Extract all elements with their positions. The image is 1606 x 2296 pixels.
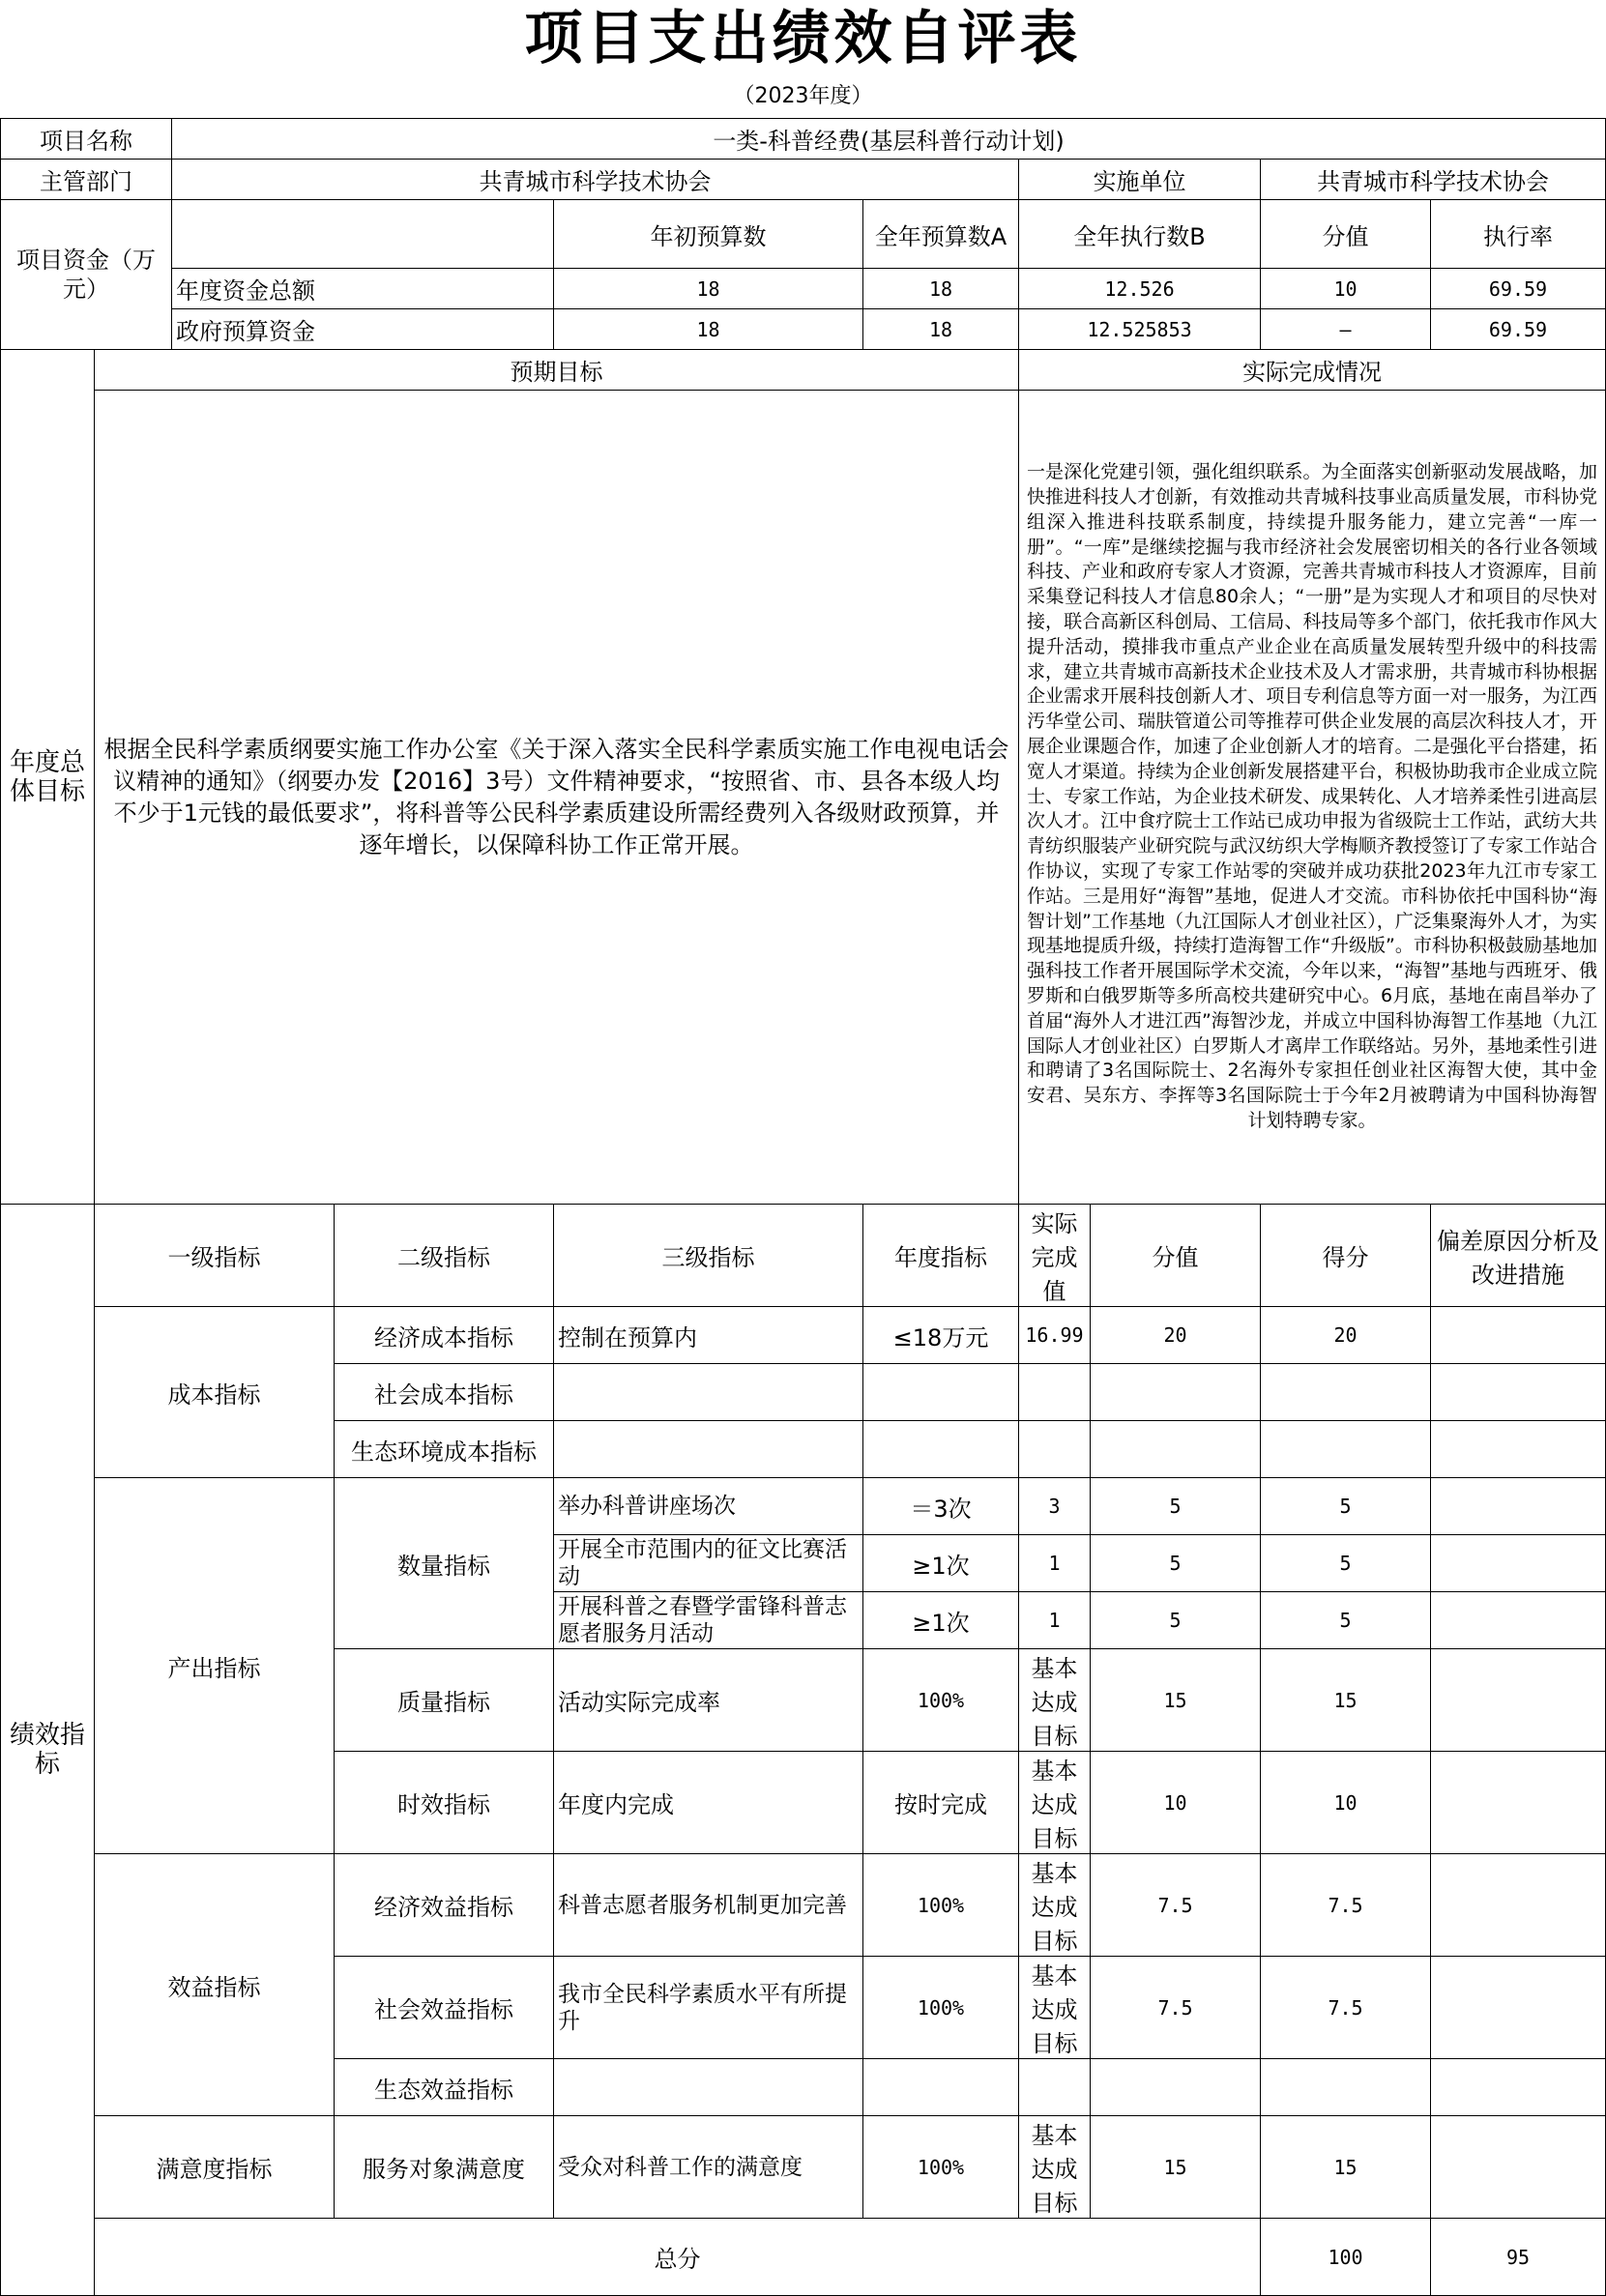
funds-header-rate: 执行率: [1431, 200, 1606, 269]
quantity-score: 5: [1261, 1535, 1431, 1592]
benefit-actual: 基本达成目标: [1019, 1957, 1091, 2059]
perf-header-l1: 一级指标: [95, 1205, 335, 1307]
quantity-target: ＝3次: [863, 1478, 1019, 1535]
quantity-actual: 1: [1019, 1592, 1091, 1649]
benefit-score-value: [1091, 2059, 1261, 2116]
output-l1: 产出指标: [95, 1478, 335, 1854]
funds-row-full: 18: [863, 309, 1019, 350]
cost-score: [1261, 1364, 1431, 1421]
funds-row-name: 政府预算资金: [172, 309, 554, 350]
benefit-target: 100%: [863, 1854, 1019, 1957]
benefit-l2: 经济效益指标: [335, 1854, 554, 1957]
funds-header-score-value: 分值: [1261, 200, 1431, 269]
benefit-l3: 我市全民科学素质水平有所提升: [554, 1957, 863, 2059]
funds-row-full: 18: [863, 269, 1019, 309]
satisfaction-target: 100%: [863, 2116, 1019, 2219]
benefit-score: 7.5: [1261, 1854, 1431, 1957]
quantity-score-value: 5: [1091, 1592, 1261, 1649]
perf-header-l2: 二级指标: [335, 1205, 554, 1307]
timeliness-score-value: 10: [1091, 1752, 1261, 1854]
quantity-analysis: [1431, 1592, 1606, 1649]
benefit-l1: 效益指标: [95, 1854, 335, 2116]
total-label: 总分: [95, 2219, 1261, 2296]
funds-row-rate: 69.59: [1431, 269, 1606, 309]
quantity-score: 5: [1261, 1478, 1431, 1535]
quality-actual: 基本达成目标: [1019, 1649, 1091, 1752]
satisfaction-actual: 基本达成目标: [1019, 2116, 1091, 2219]
benefit-actual: [1019, 2059, 1091, 2116]
perf-header-target: 年度指标: [863, 1205, 1019, 1307]
cost-score-value: [1091, 1364, 1261, 1421]
cost-analysis: [1431, 1421, 1606, 1478]
funds-label: 项目资金（万元）: [1, 200, 172, 350]
funds-row-init: 18: [554, 269, 863, 309]
total-score: 95: [1431, 2219, 1606, 2296]
quantity-l2: 数量指标: [335, 1478, 554, 1649]
timeliness-l3: 年度内完成: [554, 1752, 863, 1854]
cost-target: [863, 1364, 1019, 1421]
satisfaction-score: 15: [1261, 2116, 1431, 2219]
quantity-score: 5: [1261, 1592, 1431, 1649]
perf-header-actual: 实际完成值: [1019, 1205, 1091, 1307]
cost-score: [1261, 1421, 1431, 1478]
cost-target: [863, 1421, 1019, 1478]
cost-analysis: [1431, 1364, 1606, 1421]
cost-l2: 社会成本指标: [335, 1364, 554, 1421]
benefit-actual: 基本达成目标: [1019, 1854, 1091, 1957]
cost-target: ≤18万元: [863, 1307, 1019, 1364]
funds-header-blank: [172, 200, 554, 269]
funds-row-exec: 12.526: [1019, 269, 1261, 309]
benefit-analysis: [1431, 2059, 1606, 2116]
project-name-label: 项目名称: [1, 119, 172, 160]
satisfaction-l3: 受众对科普工作的满意度: [554, 2116, 863, 2219]
evaluation-table: [0, 118, 1606, 2296]
cost-analysis: [1431, 1307, 1606, 1364]
satisfaction-score-value: 15: [1091, 2116, 1261, 2219]
benefit-analysis: [1431, 1854, 1606, 1957]
benefit-score: 7.5: [1261, 1957, 1431, 2059]
quantity-l3: 开展全市范围内的征文比赛活动: [554, 1535, 863, 1592]
cost-score: 20: [1261, 1307, 1431, 1364]
cost-actual: [1019, 1421, 1091, 1478]
benefit-l2: 生态效益指标: [335, 2059, 554, 2116]
timeliness-analysis: [1431, 1752, 1606, 1854]
quantity-actual: 3: [1019, 1478, 1091, 1535]
benefit-target: [863, 2059, 1019, 2116]
dept-value: 共青城市科学技术协会: [172, 160, 1019, 200]
cost-l2: 经济成本指标: [335, 1307, 554, 1364]
perf-header-score-value: 分值: [1091, 1205, 1261, 1307]
funds-row-score-value: —: [1261, 309, 1431, 350]
funds-row-name: 年度资金总额: [172, 269, 554, 309]
perf-header-score: 得分: [1261, 1205, 1431, 1307]
satisfaction-l1: 满意度指标: [95, 2116, 335, 2219]
benefit-score-value: 7.5: [1091, 1957, 1261, 2059]
expected-goal-header: 预期目标: [95, 350, 1019, 391]
satisfaction-analysis: [1431, 2116, 1606, 2219]
quality-l2: 质量指标: [335, 1649, 554, 1752]
quantity-analysis: [1431, 1478, 1606, 1535]
perf-header-l3: 三级指标: [554, 1205, 863, 1307]
quantity-target: ≥1次: [863, 1592, 1019, 1649]
cost-actual: [1019, 1364, 1091, 1421]
benefit-l3: [554, 2059, 863, 2116]
funds-row-score-value: 10: [1261, 269, 1431, 309]
year-label: （2023年度）: [733, 84, 873, 108]
cost-l3: 控制在预算内: [554, 1307, 863, 1364]
impl-unit-value: 共青城市科学技术协会: [1261, 160, 1606, 200]
quantity-score-value: 5: [1091, 1478, 1261, 1535]
quantity-actual: 1: [1019, 1535, 1091, 1592]
timeliness-actual: 基本达成目标: [1019, 1752, 1091, 1854]
funds-row-rate: 69.59: [1431, 309, 1606, 350]
benefit-score: [1261, 2059, 1431, 2116]
funds-header-exec: 全年执行数B: [1019, 200, 1261, 269]
quantity-target: ≥1次: [863, 1535, 1019, 1592]
impl-unit-label: 实施单位: [1019, 160, 1261, 200]
quantity-l3: 举办科普讲座场次: [554, 1478, 863, 1535]
page-title: 项目支出绩效自评表: [524, 5, 1082, 73]
quality-l3: 活动实际完成率: [554, 1649, 863, 1752]
cost-actual: 16.99: [1019, 1307, 1091, 1364]
quality-target: 100%: [863, 1649, 1019, 1752]
timeliness-l2: 时效指标: [335, 1752, 554, 1854]
satisfaction-l2: 服务对象满意度: [335, 2116, 554, 2219]
quantity-score-value: 5: [1091, 1535, 1261, 1592]
perf-indicators-label: 绩效指标: [1, 1205, 95, 2296]
quality-score: 15: [1261, 1649, 1431, 1752]
cost-score-value: 20: [1091, 1307, 1261, 1364]
cost-l3: [554, 1364, 863, 1421]
cost-score-value: [1091, 1421, 1261, 1478]
quality-analysis: [1431, 1649, 1606, 1752]
quantity-analysis: [1431, 1535, 1606, 1592]
funds-row-exec: 12.525853: [1019, 309, 1261, 350]
perf-header-analysis: 偏差原因分析及改进措施: [1431, 1205, 1606, 1307]
benefit-l3: 科普志愿者服务机制更加完善: [554, 1854, 863, 1957]
quantity-l3: 开展科普之春暨学雷锋科普志愿者服务月活动: [554, 1592, 863, 1649]
expected-goal-text: 根据全民科学素质纲要实施工作办公室《关于深入落实全民科学素质实施工作电视电话会议精神的通知》（纲要办发【2016】3号）文件精神要求，“按照省、市、县各本级人均不少于1元钱的最低要求”，将科普等公民科学素质建设所需经费列入各级财政预算，并逐年增长，以保障科协工作正常开展。: [95, 391, 1019, 1205]
timeliness-score: 10: [1261, 1752, 1431, 1854]
actual-completion-text: 一是深化党建引领，强化组织联系。为全面落实创新驱动发展战略，加快推进科技人才创新，有效推动共青城科技事业高质量发展，市科协党组深入推进科技联系制度，持续提升服务能力，建立完善“一库一册”。“一库”是继续挖掘与我市经济社会发展密切相关的各行业各领域科技、产业和政府专家人才资源，完善共青城市科技人才资源库，目前采集登记科技人才信息80余人；“一册”是为实现人才和项目的尽快对接，联合高新区科创局、工信局、科技局等多个部门，依托我市作风大提升活动，摸排我市重点产业企业在高质量发展转型升级中的科技需求，建立共青城市高新技术企业技术及人才需求册，共青城市科协根据企业需求开展科技创新人才、项目专利信息等方面一对一服务，为江西汚华堂公司、瑞肤管道公司等推荐可供企业发展的高层次科技人才，开展企业课题合作，加速了企业创新人才的培育。二是强化平台搭建，拓宽人才渠道。持续为企业创新发展搭建平台，积极协助我市企业成立院士、专家工作站，为企业技术研发、成果转化、人才培养柔性引进高层次人才。江中食疗院士工作站已成功申报为省级院士工作站，武纺大共青纺织服装产业研究院与武汉纺织大学梅顺齐教授签订了专家工作站合作协议，实现了专家工作站零的突破并成功获批2023年九江市专家工作站。三是用好“海智”基地，促进人才交流。市科协依托中国科协“海智计划”工作基地（九江国际人才创业社区），广泛集聚海外人才，为实现基地提质升级，持续打造海智工作“升级版”。市科协积极鼓励基地加强科技工作者开展国际学术交流，今年以来，“海智”基地与西班牙、俄罗斯和白俄罗斯等多所高校共建研究中心。6月底，基地在南昌举办了首届“海外人才进江西”海智沙龙，并成立中国科协海智工作基地（九江国际人才创业社区）白罗斯人才离岸工作联络站。另外，基地柔性引进和聘请了3名国际院士、2名海外专家担任创业社区海智大使，其中金安君、吴东方、李挥等3名国际院士于今年2月被聘请为中国科协海智计划特聘专家。: [1019, 391, 1606, 1205]
cost-l3: [554, 1421, 863, 1478]
overall-goal-label: 年度总体目标: [1, 350, 95, 1205]
dept-label: 主管部门: [1, 160, 172, 200]
total-score-value: 100: [1261, 2219, 1431, 2296]
benefit-l2: 社会效益指标: [335, 1957, 554, 2059]
funds-row-init: 18: [554, 309, 863, 350]
quality-score-value: 15: [1091, 1649, 1261, 1752]
timeliness-target: 按时完成: [863, 1752, 1019, 1854]
funds-header-init: 年初预算数: [554, 200, 863, 269]
benefit-analysis: [1431, 1957, 1606, 2059]
benefit-score-value: 7.5: [1091, 1854, 1261, 1957]
actual-completion-header: 实际完成情况: [1019, 350, 1606, 391]
funds-header-full: 全年预算数A: [863, 200, 1019, 269]
cost-l1: 成本指标: [95, 1307, 335, 1478]
benefit-target: 100%: [863, 1957, 1019, 2059]
project-name-value: 一类-科普经费(基层科普行动计划): [172, 119, 1606, 160]
cost-l2: 生态环境成本指标: [335, 1421, 554, 1478]
